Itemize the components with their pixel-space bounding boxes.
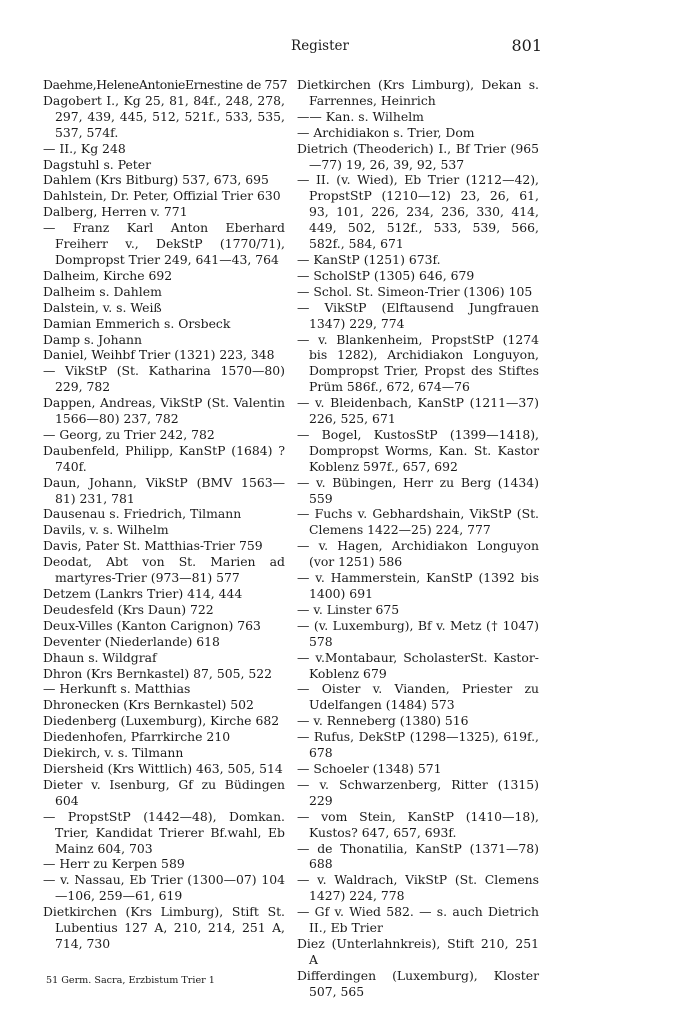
index-entry: — Fuchs v. Gebhardshain, VikStP (St. Clemens 1422—25) 224, 777 (297, 506, 539, 538)
index-entry: — Bogel, KustosStP (1399—1418), Dompropst Worms, Kan. St. Kastor Koblenz 597f., 657, 692 (297, 426, 539, 474)
index-entry: Dalheim, Kirche 692 (43, 267, 173, 283)
right-column (297, 77, 539, 1000)
index-entry: — Schol. St. Simeon-Trier (1306) 105 (297, 283, 533, 299)
index-entry: — VikStP (St. Katharina 1570—80) 229, 782 (43, 363, 285, 395)
index-entry: — (v. Luxemburg), Bf v. Metz († 1047) 578 (297, 617, 539, 649)
index-entry: Dagobert I., Kg 25, 81, 84f., 248, 278, 297, 439, 445, 512, 521f., 533, 535, 537, 574f. (43, 92, 285, 140)
index-entry: Davils, v. s. Wilhelm (43, 522, 169, 538)
index-entry: Dieter v. Isenburg, Gf zu Büdingen 604 (43, 776, 285, 808)
index-entry: Diedenberg (Luxemburg), Kirche 682 (43, 713, 280, 729)
index-entry: — KanStP (1251) 673f. (297, 251, 441, 267)
index-entry: Deodat, Abt von St. Marien ad martyres-Trier (973—81) 577 (43, 554, 285, 586)
index-entry: Davis, Pater St. Matthias-Trier 759 (43, 538, 263, 554)
index-entry: — v. Hagen, Archidiakon Longuyon (vor 1251) 586 (297, 538, 539, 570)
index-entry: — v.Montabaur, ScholasterSt. Kastor-Koblenz 679 (297, 649, 539, 681)
index-entry: Daun, Johann, VikStP (BMV 1563—81) 231, 781 (43, 474, 285, 506)
index-entry: —— Kan. s. Wilhelm (297, 108, 424, 124)
index-entry: Deux-Villes (Kanton Carignon) 763 (43, 617, 261, 633)
index-entry: Dietkirchen (Krs Limburg), Dekan s. Farrennes, Heinrich (297, 77, 539, 108)
index-entry: Deudesfeld (Krs Daun) 722 (43, 601, 214, 617)
index-entry: — de Thonatilia, KanStP (1371—78) 688 (297, 840, 539, 872)
index-entry: Dalheim s. Dahlem (43, 283, 162, 299)
index-entry: Damp s. Johann (43, 331, 142, 347)
index-entry: Daubenfeld, Philipp, KanStP (1684) ? 740f. (43, 442, 285, 474)
page-footer: 51 Germ. Sacra, Erzbistum Trier 1 (46, 975, 215, 986)
index-entry: — v. Schwarzenberg, Ritter (1315) 229 (297, 776, 539, 808)
index-entry: — Rufus, DekStP (1298—1325), 619f., 678 (297, 729, 539, 761)
index-entry: Dappen, Andreas, VikStP (St. Valentin 1566—80) 237, 782 (43, 395, 285, 427)
index-entry: Dagstuhl s. Peter (43, 156, 152, 172)
index-entry: Diedenhofen, Pfarrkirche 210 (43, 729, 231, 745)
index-entry: — v. Blankenheim, PropstStP (1274 bis 1282), Archidiakon Longuyon, Dompropst Trier, Propst des Stiftes Prüm 586f., 672, 674—76 (297, 331, 539, 395)
index-entry: — v. Hammerstein, KanStP (1392 bis 1400) 691 (297, 570, 539, 601)
index-entry: Dhaun s. Wildgraf (43, 649, 157, 665)
index-entry: — ScholStP (1305) 646, 679 (297, 267, 475, 283)
index-entry: Detzem (Lankrs Trier) 414, 444 (43, 586, 243, 601)
index-entry: — v. Nassau, Eb Trier (1300—07) 104—106, 259—61, 619 (43, 872, 285, 904)
index-entry: — VikStP (Elftausend Jungfrauen 1347) 229, 774 (297, 299, 539, 331)
index-entry: — v. Waldrach, VikStP (St. Clemens 1427) 224, 778 (297, 872, 539, 904)
index-entry: Diersheid (Krs Wittlich) 463, 505, 514 (43, 760, 283, 776)
index-entry: Dietrich (Theoderich) I., Bf Trier (965—77) 19, 26, 39, 92, 537 (297, 140, 539, 172)
index-entry: — Franz Karl Anton Eberhard Freiherr v., DekStP (1770/71), Dompropst Trier 249, 641—43, 764 (43, 220, 285, 267)
index-entry: — II. (v. Wied), Eb Trier (1212—42), PropstStP (1210—12) 23, 26, 61, 93, 101, 226, 234, 236, 330, 414, 449, 502, 512f., 533, 539, 566, 582f., 584, 671 (297, 172, 539, 252)
index-entry: Dahlstein, Dr. Peter, Offizial Trier 630 (43, 188, 281, 204)
index-entry: — v. Renneberg (1380) 516 (297, 713, 469, 729)
index-entry: Dahlem (Krs Bitburg) 537, 673, 695 (43, 172, 269, 188)
index-entry: — Georg, zu Trier 242, 782 (43, 426, 215, 442)
index-entry: — Herkunft s. Matthias (43, 681, 191, 697)
index-entry: — Gf v. Wied 582. — s. auch Dietrich II., Eb Trier (297, 904, 539, 936)
index-entry: — v. Bleidenbach, KanStP (1211—37) 226, 525, 671 (297, 395, 539, 427)
index-entry: — Archidiakon s. Trier, Dom (297, 124, 475, 140)
index-entry: Damian Emmerich s. Orsbeck (43, 315, 231, 331)
index-entry: Differdingen (Luxemburg), Kloster 507, 565 (297, 967, 539, 999)
index-entry: — Oister v. Vianden, Priester zu Udelfangen (1484) 573 (297, 681, 539, 713)
index-entry: — PropstStP (1442—48), Domkan. Trier, Kandidat Trierer Bf.wahl, Eb Mainz 604, 703 (43, 808, 285, 856)
index-entry: Diekirch, v. s. Tilmann (43, 745, 184, 761)
index-entry: — v. Bübingen, Herr zu Berg (1434) 559 (297, 474, 539, 506)
left-column (43, 77, 288, 952)
index-entry: — v. Linster 675 (297, 601, 400, 617)
index-entry: — II., Kg 248 (43, 140, 126, 156)
index-entry: Dalstein, v. s. Weiß (43, 299, 162, 315)
index-entry: Dalberg, Herren v. 771 (43, 204, 188, 220)
index-entry: Diez (Unterlahnkreis), Stift 210, 251 A (297, 935, 539, 967)
index-entry: — Schoeler (1348) 571 (297, 760, 442, 776)
index-entry: Daniel, Weihbf Trier (1321) 223, 348 (43, 347, 275, 363)
running-head: Register (291, 38, 349, 54)
index-entry: Dhron (Krs Bernkastel) 87, 505, 522 (43, 665, 272, 681)
page-number: 801 (511, 36, 542, 55)
index-entry: Dietkirchen (Krs Limburg), Stift St. Lubentius 127 A, 210, 214, 251 A, 714, 730 (43, 904, 285, 951)
index-entry: — vom Stein, KanStP (1410—18), Kustos? 647, 657, 693f. (297, 808, 539, 840)
page-header (0, 38, 700, 60)
index-entry: Daehme,HeleneAntonieErnestine de 757 (43, 77, 288, 92)
index-entry: Dhronecken (Krs Bernkastel) 502 (43, 697, 254, 713)
index-entry: — Herr zu Kerpen 589 (43, 856, 185, 872)
index-entry: Deventer (Niederlande) 618 (43, 633, 220, 649)
index-entry: Dausenau s. Friedrich, Tilmann (43, 506, 242, 522)
